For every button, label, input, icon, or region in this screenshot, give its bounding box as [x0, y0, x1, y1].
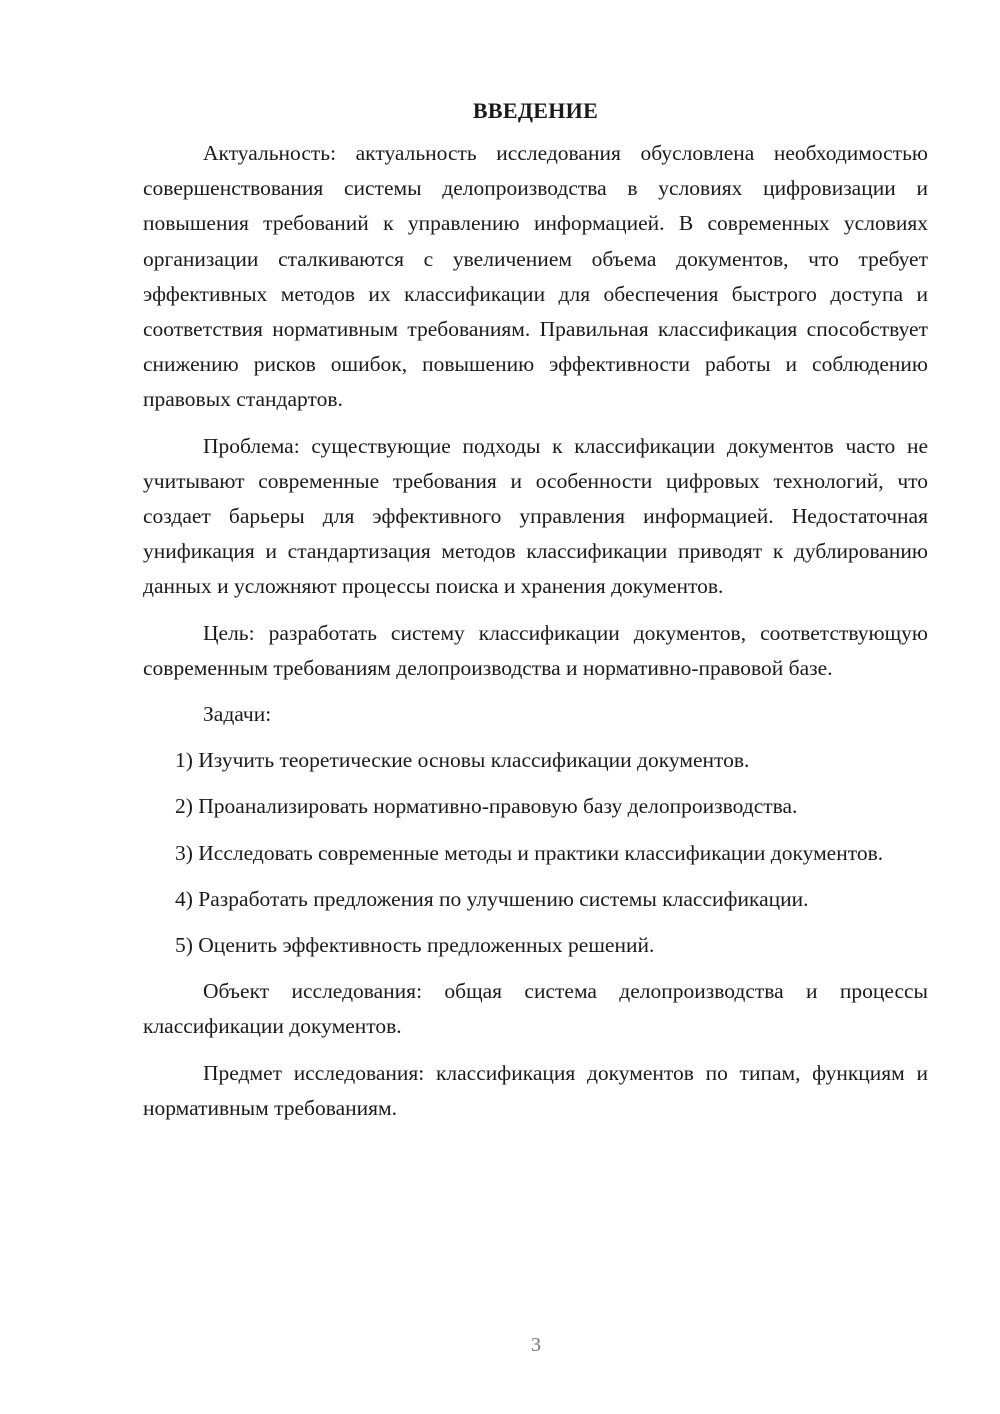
task-item: 4) Разработать предложения по улучшению системы классификации. [175, 886, 809, 911]
task-item: 5) Оценить эффективность предложенных решений. [175, 933, 655, 958]
task-item: 3) Исследовать современные методы и практики классификации документов. [175, 840, 884, 865]
task-item: 2) Проанализировать нормативно-правовую базу делопроизводства. [175, 794, 798, 819]
task-item: 1) Изучить теоретические основы классификации документов. [175, 748, 750, 773]
page-title: ВВЕДЕНИЕ [472, 98, 599, 123]
paragraph-goal: Цель: разработать систему классификации документов, соответствующую современным требованиям делопроизводства и нормативно-правовой базе. [143, 620, 928, 680]
paragraph-problem: Проблема: существующие подходы к классификации документов часто не учитывают современные требования и особенности цифровых технологий, что создает барьеры для эффективного управления информацией. Недостаточная унификация и стандартизация методов классификации приводят к дублированию данных и усложняют процессы поиска и хранения документов. [143, 433, 928, 599]
page-number: 3 [531, 1334, 541, 1356]
paragraph-object: Объект исследования: общая система делопроизводства и процессы классификации документов. [143, 979, 928, 1039]
tasks-heading: Задачи: [203, 702, 272, 727]
paragraph-subject: Предмет исследования: классификация документов по типам, функциям и нормативным требованиям. [143, 1060, 928, 1120]
document-page [143, 96, 928, 1137]
paragraph-relevance: Актуальность: актуальность исследования обусловлена необходимостью совершенствования системы делопроизводства в условиях цифровизации и повышения требований к управлению информацией. В современных условиях организации сталкиваются с увеличением объема документов, что требует эффективных методов их классификации для обеспечения быстрого доступа и соответствия нормативным требованиям. Правильная классификация способствует снижению рисков ошибок, повышению эффективности работы и соблюдению правовых стандартов. [143, 141, 928, 412]
